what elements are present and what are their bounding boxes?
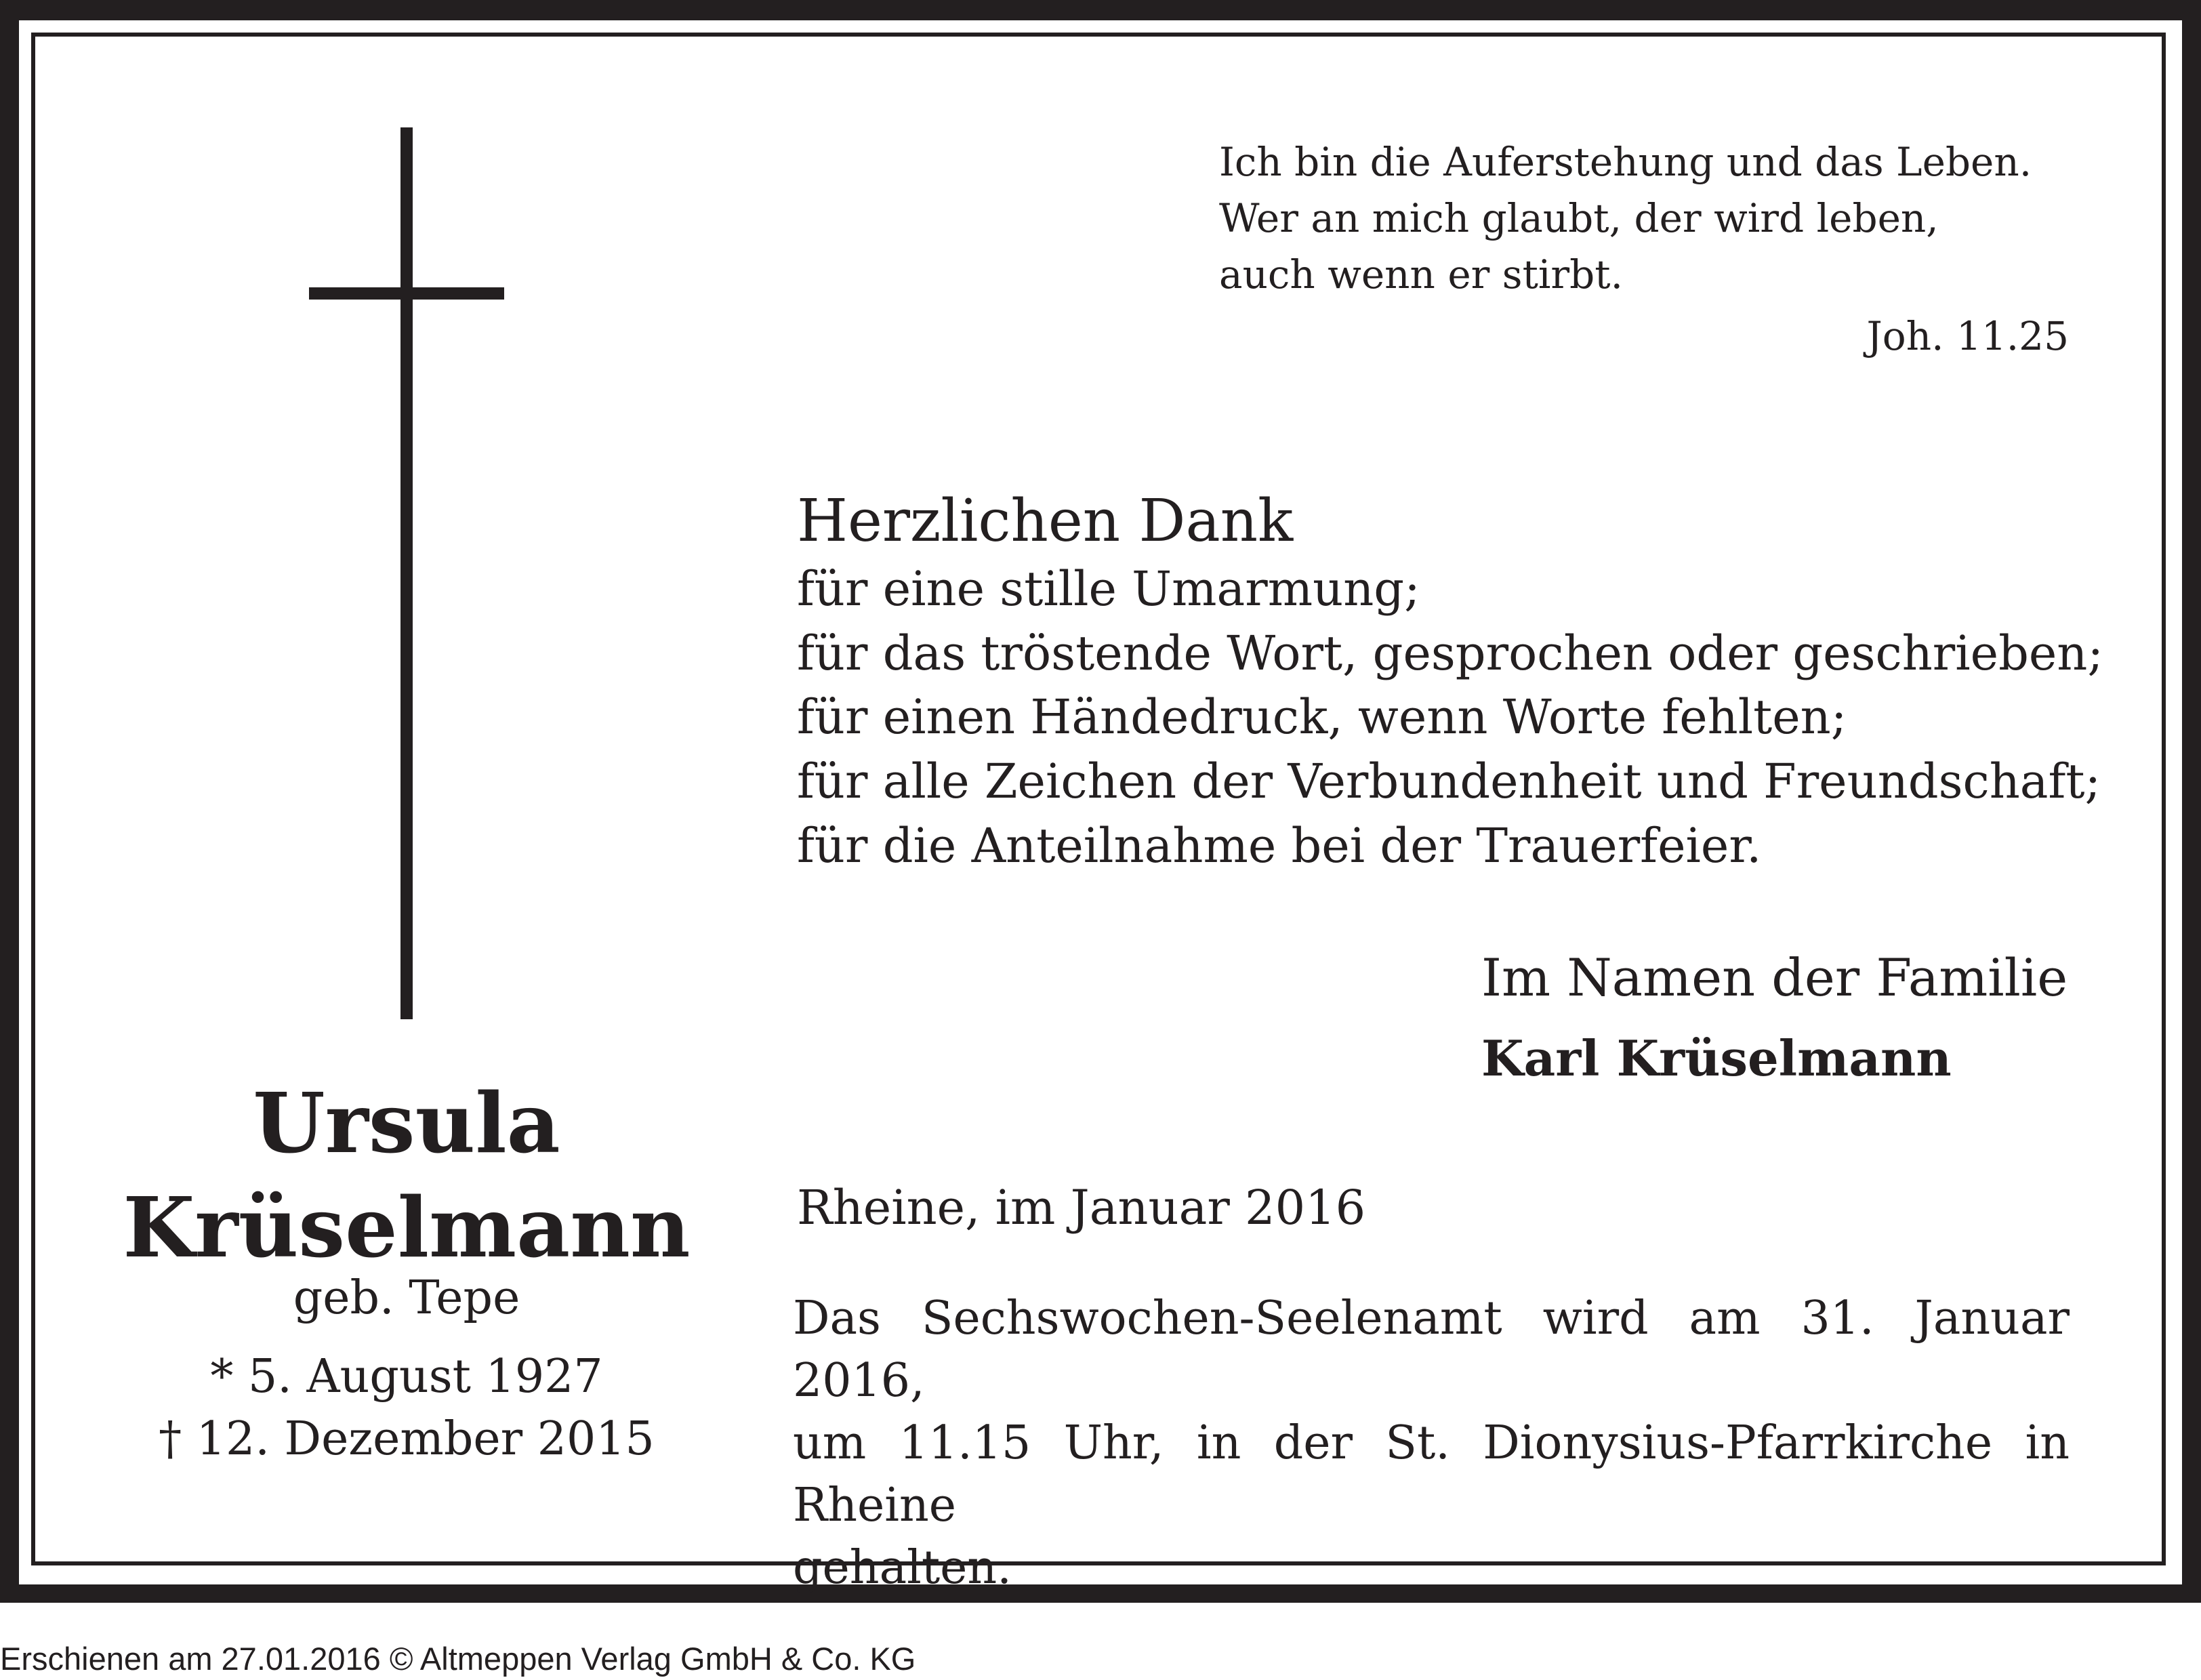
thanks-heading: Herzlichen Dank (797, 487, 1294, 555)
signer-name: Karl Krüselmann (1481, 1029, 1952, 1087)
service-line: Das Sechswochen-Seelenamt wird am 31. Januar 2016, (793, 1292, 2070, 1408)
thanks-line: für alle Zeichen der Verbundenheit und Freundschaft; (797, 754, 2101, 809)
verse-line: Ich bin die Auferstehung und das Leben. (1219, 139, 2032, 185)
service-line: gehalten. (793, 1541, 1012, 1595)
verse-reference: Joh. 11.25 (1866, 313, 2069, 359)
deceased-first-name: Ursula (253, 1074, 560, 1172)
deceased-maiden-name: geb. Tepe (293, 1271, 520, 1325)
cross-icon-vertical-beam (400, 127, 413, 1019)
signoff: Im Namen der Familie (1481, 947, 2068, 1008)
death-date: † 12. Dezember 2015 (159, 1412, 655, 1466)
publication-footer: Erschienen am 27.01.2016 © Altmeppen Verlag GmbH & Co. KG (0, 1641, 916, 1677)
deceased-last-name: Krüselmann (123, 1179, 691, 1276)
thanks-line: für einen Händedruck, wenn Worte fehlten; (797, 689, 1847, 745)
verse-line: auch wenn er stirbt. (1219, 251, 1624, 298)
cross-icon-horizontal-beam (309, 287, 504, 300)
birth-date: * 5. August 1927 (210, 1350, 603, 1404)
service-line: um 11.15 Uhr, in der St. Dionysius-Pfarrkirche in Rheine (793, 1416, 2070, 1532)
thanks-line: für eine stille Umarmung; (797, 561, 1420, 617)
place-date: Rheine, im Januar 2016 (797, 1180, 1366, 1235)
service-announcement (793, 1288, 2070, 1599)
thanks-line: für das tröstende Wort, gesprochen oder geschrieben; (797, 626, 2103, 681)
verse-line: Wer an mich glaubt, der wird leben, (1219, 195, 1939, 241)
thanks-line: für die Anteilnahme bei der Trauerfeier. (797, 818, 1762, 874)
